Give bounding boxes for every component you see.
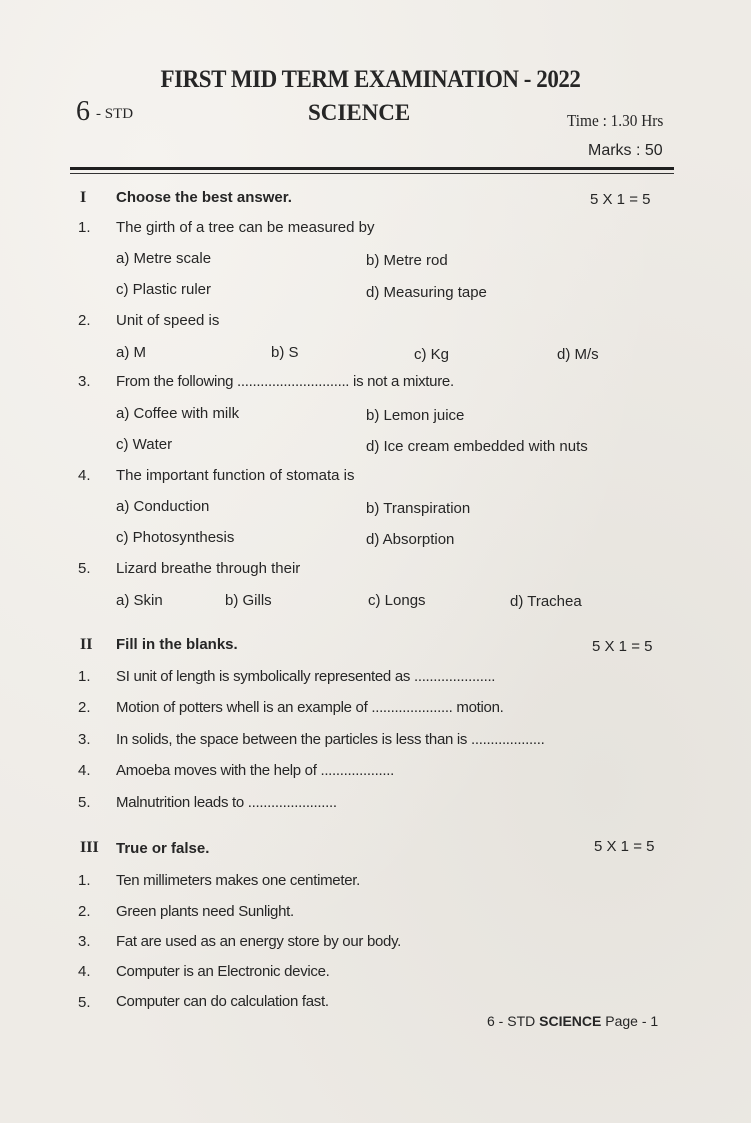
question-text: Lizard breathe through their (116, 560, 301, 577)
blank-text: Malnutrition leads to ....................... (116, 794, 337, 811)
section3-title: True or false. (116, 840, 210, 857)
option-a: a) Coffee with milk (116, 405, 240, 422)
option-d: d) Absorption (366, 531, 455, 548)
header-rule-thick (70, 167, 674, 170)
option-d: d) Measuring tape (366, 284, 487, 301)
footer-page: Page - 1 (605, 1013, 659, 1029)
std-label: - STD (96, 106, 134, 122)
section3-numeral: III (80, 839, 99, 856)
option-c: c) Longs (368, 592, 426, 609)
option-b: b) Lemon juice (366, 407, 465, 424)
footer-subject: SCIENCE (539, 1013, 602, 1029)
option-a: a) Conduction (116, 498, 210, 515)
question-text: The important function of stomata is (116, 467, 355, 484)
option-b: b) S (271, 344, 299, 361)
time-label: Time : 1.30 Hrs (567, 111, 664, 130)
footer-std: 6 - STD (487, 1013, 536, 1029)
section1-score: 5 X 1 = 5 (590, 191, 651, 208)
option-a: a) M (116, 344, 146, 361)
statement-text: Fat are used as an energy store by our body. (116, 933, 402, 950)
blank-text: In solids, the space between the particles is less than is ................... (116, 731, 545, 748)
blank-number: 2. (78, 699, 91, 716)
question-number: 4. (78, 467, 91, 484)
option-a: a) Metre scale (116, 250, 212, 267)
exam-title: FIRST MID TERM EXAMINATION - 2022 (160, 66, 581, 93)
statement-number: 3. (78, 933, 91, 950)
blank-number: 5. (78, 794, 91, 811)
marks-label: Marks : 50 (588, 142, 663, 159)
statement-text: Ten millimeters makes one centimeter. (116, 872, 360, 889)
statement-number: 4. (78, 963, 91, 980)
statement-text: Computer can do calculation fast. (116, 993, 329, 1010)
option-c: c) Water (116, 436, 173, 453)
blank-text: Motion of potters whell is an example of ..................... motion. (116, 699, 504, 716)
question-number: 5. (78, 560, 91, 577)
question-text: Unit of speed is (116, 312, 220, 329)
std-number: 6 (76, 96, 90, 127)
option-c: c) Plastic ruler (116, 281, 212, 298)
statement-number: 1. (78, 872, 91, 889)
question-text: From the following ............................. is not a mixture. (116, 373, 454, 390)
section1-title: Choose the best answer. (116, 189, 292, 206)
option-b: b) Metre rod (366, 252, 448, 269)
question-number: 2. (78, 312, 91, 329)
option-c: c) Photosynthesis (116, 529, 235, 546)
question-text: The girth of a tree can be measured by (116, 219, 375, 236)
header-rule-thin (70, 173, 674, 174)
section2-numeral: II (80, 636, 93, 653)
statement-number: 5. (78, 994, 91, 1011)
question-number: 1. (78, 219, 91, 236)
blank-number: 1. (78, 668, 91, 685)
blank-number: 3. (78, 731, 91, 748)
option-b: b) Transpiration (366, 500, 471, 517)
section1-numeral: I (80, 189, 87, 206)
statement-number: 2. (78, 903, 91, 920)
blank-number: 4. (78, 762, 91, 779)
statement-text: Computer is an Electronic device. (116, 963, 330, 980)
option-d: d) M/s (557, 346, 599, 363)
subject-title: SCIENCE (308, 100, 411, 125)
option-d: d) Trachea (510, 593, 582, 610)
section3-score: 5 X 1 = 5 (594, 838, 655, 855)
option-b: b) Gills (225, 592, 272, 609)
option-c: c) Kg (414, 346, 450, 363)
statement-text: Green plants need Sunlight. (116, 903, 294, 920)
option-a: a) Skin (116, 592, 163, 609)
section2-title: Fill in the blanks. (116, 636, 238, 653)
section2-score: 5 X 1 = 5 (592, 638, 653, 655)
blank-text: Amoeba moves with the help of ................... (116, 762, 394, 779)
blank-text: SI unit of length is symbolically represented as ..................... (116, 668, 496, 685)
page-footer (487, 1013, 658, 1029)
option-d: d) Ice cream embedded with nuts (366, 438, 588, 455)
question-number: 3. (78, 373, 91, 390)
